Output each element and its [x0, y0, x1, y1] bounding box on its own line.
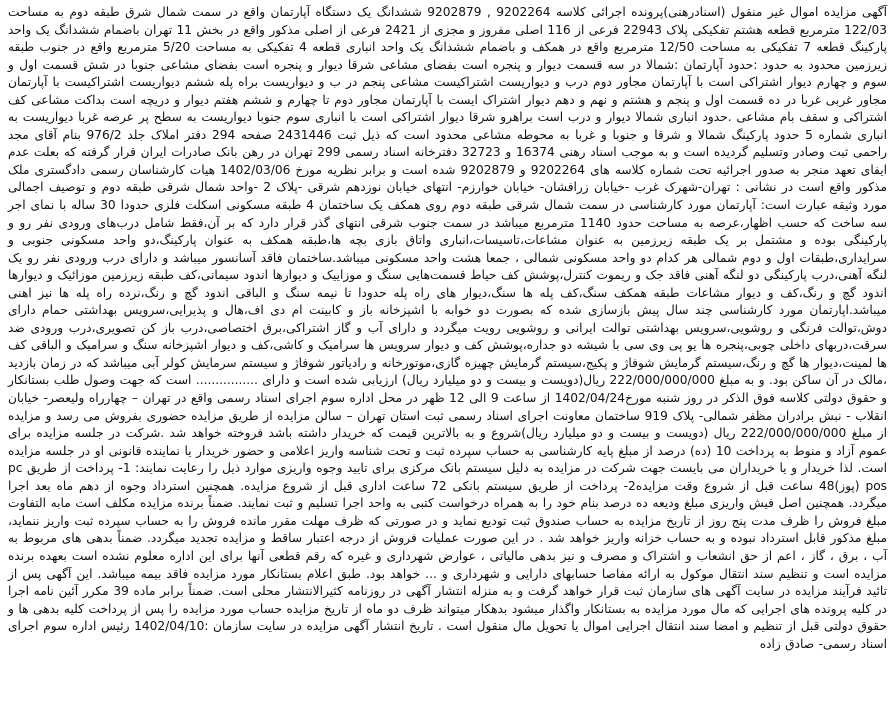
auction-notice-text: آگهی مزایده اموال غیر منقول (اسنادرهنی)پرونده اجرائی کلاسه 9202264 , 9202879 ششدانگ یک دستگاه آپارتمان واقع در سمت شمال شرق طبقه دوم به مساحت 122/03 مترمربع قطعه هشتم تفکیکی پلاک 22943 فرعی از 116 اصلی مفروز و مجزی از 2421 فرعی از اصلی مذکور واقع در بخش 11 تهران باضمام ششدانگ یک واحد پارکینگ قطعه 7 تفکیکی به مساحت 12/50 مترمربع واقع در همکف و باضمام ششدانگ یک واحد انباری قطعه 4 تفکیکی به مساحت 5/20 مترمربع واقع در جنوب طبقه زیرزمین محدود به حدود :حدود آپارتمان :شمالا در سه قسمت دیوار و پنجره است بفضای مشاعی شرقا دیوار و پنجره است بفضای مشاعی جنوبا در شش قسمت اول و سوم و چهارم دیوار اشتراکی است با آپارتمان مجاور دوم درب و دیواریست اشتراکیست مشاعی پنجم در ب و دیواریست براه پله ششم دیواریست اشتراکیست با آپارتمان مجاور غربی غربا در ده قسمت اول و پنجم و هشتم و نهم و دهم دیوار اشتراک ایست با آپارتمان مجاور دوم تا چهارم و ششم هفتم دیوار و دریچه است بداکت مشاعی کف اشتراکی و سقف بام مشاعی .حدود انباری شمالا دیوار و درب است براهرو شرقا دیوار اشتراکی است با انباری سوم جنوبا دیواریست به سطح پر عرصه غربا دیواریست به انباری شماره 5 حدود پارکینگ شمالا و شرقا و جنوبا و غربا به محوطه مشاعی محدود است که ذیل ثبت 2431446 صفحه 294 دفتر املاک جلد 976/2 بنام آقای مجد راحمی ثبت وصادر وتسلیم گردیده است و به موجب اسناد رهنی 16374 و 32723 دفترخانه اسناد رسمی 299 تهران در رهن بانک صادرات ایران قرار گرفته که بعلت عدم ایفای تعهد منجر به صدور اجرائیه تحت شماره کلاسه های 9202264 و 9202879 شده است و برابر نظریه مورخ 1402/03/06 هیات کارشناسان رسمی دادگستری ملک مذکور واقع است در نشانی : تهران-شهرک غرب -خیابان زرافشان- خیابان خوارزم- انتهای خیابان نوزدهم شرقی -پلاک 2 -واحد شمال شرقی طبقه دوم و توصیف اجمالی مورد وثیقه عبارت است: آپارتمان مورد کارشناسی در سمت شمال شرقی طبقه دوم روی همکف یک ساختمان 4 طبقه مسکونی اسکلت فلزی حدودا 30 ساله با نمای اجر سه ساخت که حسب اظهار،عرصه به مساحت حدود 1140 مترمربع میباشد در سمت جنوب شرقی انتهای گذر قرار دارد که بر آن،فقط شامل درب‌های ورودی نفر رو و پارکینگی بوده و مشتمل بر یک طبقه زیرزمین به عنوان مشاعات،تاسیسات،انباری واتاق بازی بچه ها،طبقه همکف به عنوان پارکینگ،دو واحد مسکونی جنوبی و سرایداری،طبقات اول و دوم شمالی هر کدام دو واحد مسکونی شمالی ، جمعا هشت واحد مسکونی میباشد.ساختمان فاقد آسانسور میباشد و دارای درب ورودی نفر رو یک لنگه آهنی،درب پارکینگی دو لنگه آهنی فاقد جک و ریموت کنترل،پوشش کف حیاط قسمت‌هایی سنگ و موزاییک و دیوارها اندود سیمانی،کف طبقه زیرزمین موزائیک و دیوارها اندود گچ و رنگ،کف و دیوار مشاعات طبقه همکف سنگ،کف پله ها سنگ،دیوار های راه پله حدودا تا نیمه سنگ و الباقی اندود گچ و رنگ،نرده راه پله ها نیز اهنی میباشد.اپارتمان مورد کارشناسی چند سال پیش بازسازی شده که بصورت دو خوابه با اشپزخانه باز و کابینت ام دی اف،هال و پذیرایی،سرویس بهداشتی حمام دارای دوش،توالت فرنگی و روشویی،سرویس بهداشتی توالت ایرانی و روشویی رویت میگردد و دارای آب و گاز اشتراکی،برق اختصاصی،درب باز کن تصویری،درب ورودی ضد سرقت،دربهای داخلی چوبی،پنجره ها یو پی وی سی با شیشه دو جداره،پوشش کف و دیوار سرویس ها سرامیک و کاشی،کف و دیوار اشپزخانه سنگ و سرامیک و الباقی کف ها لمینت،دیوار ها گچ و رنگ،سیستم گرمایش شوفاژ و پکیج،سیستم گرمایش چهیزه گازی،موتورخانه و رادیاتور شوفاژ و سیستم سرمایش کولر آبی میباشد که در زمان بازدید ،مالک در آن ساکن بود. و به مبلغ 222/000/000/000 ریال(دویست و بیست و دو میلیارد ریال) ارزیابی شده است و دارای ................ است که جهت وصول طلب بستانکار و حقوق دولتی کلاسه فوق الذکر در روز شنبه مورخ1402/04/24 از ساعت 9 الی 12 ظهر در محل اداره سوم اجرای اسناد رسمی واقع در تهران – چهارراه ولیعصر- خیابان انقلاب - نبش برادران مظفر شمالی- پلاک 919 ساختمان معاونت اجرای اسناد رسمی ثبت استان تهران – سالن مزایده از طریق مزایده حضوری بفروش می رسد و مزایده از مبلغ 222/000/000/000 ریال (دویست و بیست و دو میلیارد ریال)شروع و به بالاترین قیمت که خریدار داشته باشد فروخته خواهد شد .شرکت در جلسه مزایده برای عموم آزاد و منوط به پرداخت 10 (ده) درصد از مبلغ پایه کارشناسی به حساب سپرده ثبت و تحت شناسه واریز اعلامی و حضور خریدار یا نماینده قانونی او در جلسه مزایده است. لذا خریدار و یا خریداران می بایست جهت شرکت در مزایده به دلیل سیستم بانک مرکزی برای تایید وجوه واریزی موارد ذیل را رعایت نمایند: 1- پرداخت از طریق pc pos (پوز)48 ساعت قبل از شروع وقت مزایده2- پرداخت از طریق سیستم بانکی 72 ساعت اداری قبل از شروع مزایده. همچنین استرداد وجوه از دهم ماه بعد اجرا میگردد. همچنین اصل فیش واریزی مبلغ ودیعه ده درصد بنام خود را به همراه درخواست کتبی به واحد اجرا تسلیم و ثبت نمایند. ضمناً برنده مزایده مکلف است مابه التفاوت مبلغ فروش را ظرف مدت پنج روز از تاریخ مزایده به حساب صندوق ثبت تودیع نماید و در صورتی که ظرف مهلت مقرر مانده فروش را به حساب سپرده ثبت واریز ننماید، مبلغ مذکور قابل استرداد نبوده و به حساب خزانه واریز خواهد شد . در این صورت عملیات فروش از درجه اعتبار ساقط و مزایده تجدید میگردد. ضمناً بدهی های مربوط به آب ، برق ، گاز ، اعم از حق انشعاب و اشتراک و مصرف و نیز بدهی مالیاتی ، عوارض شهرداری و غیره که رقم قطعی آنها برای این اداره معلوم نشده است بعهده برنده مزایده است و تنظیم سند انتقال موکول به ارائه مفاصا حسابهای دارایی و شهرداری و ... خواهد بود. طبق اعلام بستانکار مورد مزایده فاقد بیمه میباشد. این آگهی پس از تائید فرآیند مزایده در سایت آگهی های سازمان ثبت قرار خواهد گرفت و به منزله انتشار آگهی در روزنامه کثیرالانتشار محلی است. ضمناً برابر ماده 39 مکرر آئین نامه اجرا در کلیه پرونده های اجرایی که مال مورد مزایده به بستانکار واگذار میشود بدهکار میتواند ظرف دو ماه از تاریخ مزایده حساب مورد مزایده را پس از پرداخت کلیه بدهی ها و حقوق دولتی قبل از تنظیم و امضا سند انتقال اجرایی اموال یا تحویل مال منقول است . تاریخ انتشار آگهی مزایده در سایت سازمان :1402/04/10 رئیس اداره سوم اجرای اسناد رسمی- صادق زاده — [8, 5, 888, 651]
